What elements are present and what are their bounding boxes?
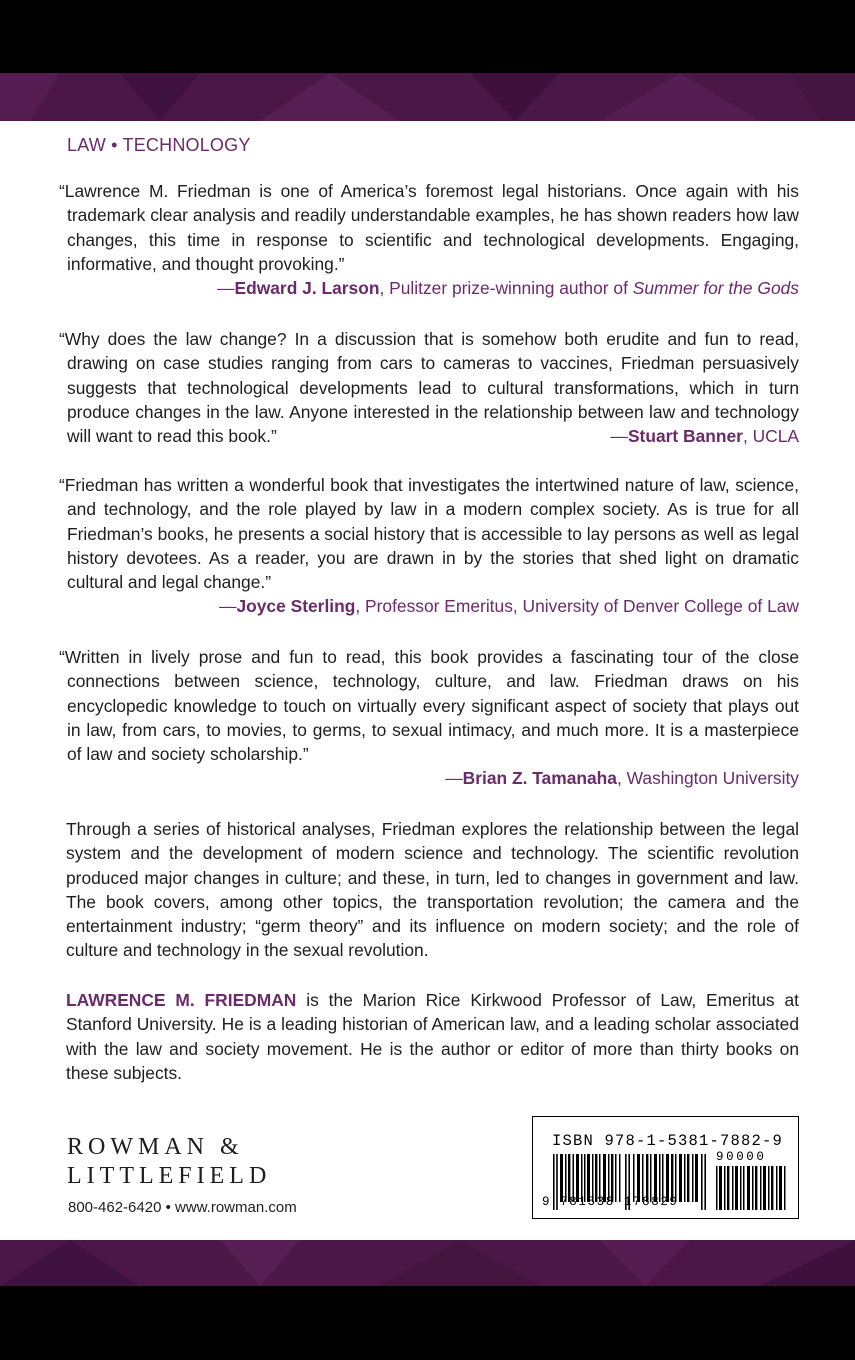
attribution-book-title: Summer for the Gods	[632, 278, 799, 299]
attribution-dash: —	[219, 596, 237, 617]
back-cover	[0, 121, 855, 1240]
attribution-author: Stuart Banner	[627, 426, 743, 447]
author-name: LAWRENCE M. FRIEDMAN	[66, 990, 297, 1010]
author-bio-text: is the Marion Rice Kirkwood Professor of Law, Emeritus at Stanford University. He is a leading historian of American law, and a leading scholar associated with the law and society movement. He is the author or editor of more than thirty books on these subjects.	[66, 990, 799, 1083]
band-pattern	[0, 1240, 855, 1286]
endorsement-quote	[59, 473, 799, 619]
attribution-affiliation: , UCLA	[742, 426, 799, 447]
endorsement-quote	[59, 645, 799, 791]
attribution-author: Edward J. Larson	[234, 278, 380, 299]
attribution-dash: —	[217, 278, 235, 299]
attribution-author: Brian Z. Tamanaha	[462, 768, 617, 789]
publisher-line-1: ROWMAN &	[67, 1134, 244, 1160]
endorsement-quote	[59, 327, 799, 448]
top-decorative-band	[0, 73, 855, 121]
bottom-decorative-band	[0, 1240, 855, 1286]
book-description: Through a series of historical analyses, Friedman explores the relationship between the legal system and the development of modern science and technology. The scientific revolution produced major changes in culture; and these, in turn, led to changes in government and law. The book covers, among other topics, the transportation revolution; the camera and the entertainment industry; “germ theory” and its influence on modern society; and the role of culture and technology in the sexual revolution.	[66, 819, 799, 961]
band-pattern	[0, 73, 855, 121]
price-addon-bars	[716, 1166, 788, 1210]
attribution-author: Joyce Sterling	[236, 596, 356, 617]
publisher-logo	[67, 1133, 271, 1191]
attribution-affiliation: , Pulitzer prize-winning author of	[379, 278, 633, 299]
quote-text: “Lawrence M. Friedman is one of America’s foremost legal historians. Once again with his trademark clear analysis and readily understandable examples, he has shown readers how law changes, this time in response to scientific and technological developments. Engaging, informative, and thought provoking.”	[59, 181, 799, 274]
quote-attribution	[59, 594, 799, 618]
ean-digits: 9 781538 178829	[542, 1195, 679, 1209]
attribution-affiliation: , Washington University	[616, 768, 799, 789]
isbn-label: ISBN 978-1-5381-7882-9	[552, 1132, 784, 1150]
attribution-dash: —	[445, 768, 463, 789]
quote-attribution	[59, 766, 799, 790]
attribution-affiliation: , Professor Emeritus, University of Denver College of Law	[355, 596, 799, 617]
quote-text: “Why does the law change? In a discussion that is somehow both erudite and fun to read, drawing on case studies ranging from cars to cameras to vaccines, Friedman persuasively suggests that technological developments lead to cultural transformations, which in turn produce changes in the law. Anyone interested in the relationship between law and technology will want to read this book.”	[59, 329, 799, 447]
price-code: 90000	[716, 1150, 767, 1164]
isbn-barcode	[532, 1116, 799, 1219]
quote-text: “Friedman has written a wonderful book that investigates the intertwined nature of law, science, and technology, and the role played by law in a modern complex society. As is true for all Friedman’s books, he presents a social history that is accessible to lay persons as well as legal history devotees. As a reader, you are drawn in by the stories that shed light on dramatic cultural and legal change.”	[59, 475, 799, 593]
category-label: LAW • TECHNOLOGY	[67, 135, 251, 155]
author-bio	[66, 988, 799, 1085]
endorsement-quote	[59, 179, 799, 300]
publisher-contact: 800-462-6420 • www.rowman.com	[68, 1199, 297, 1216]
quote-attribution	[59, 276, 799, 300]
publisher-line-2: LITTLEFIELD	[67, 1163, 272, 1189]
quote-text: “Written in lively prose and fun to read, this book provides a fascinating tour of the close connections between science, technology, culture, and law. Friedman draws on his encyclopedic knowledge to touch on virtually every significant aspect of society that plays out in law, from cars, to movies, to germs, to sexual intimacy, and much more. It is a masterpiece of law and society scholarship.”	[59, 647, 799, 765]
attribution-dash: —	[610, 426, 628, 447]
